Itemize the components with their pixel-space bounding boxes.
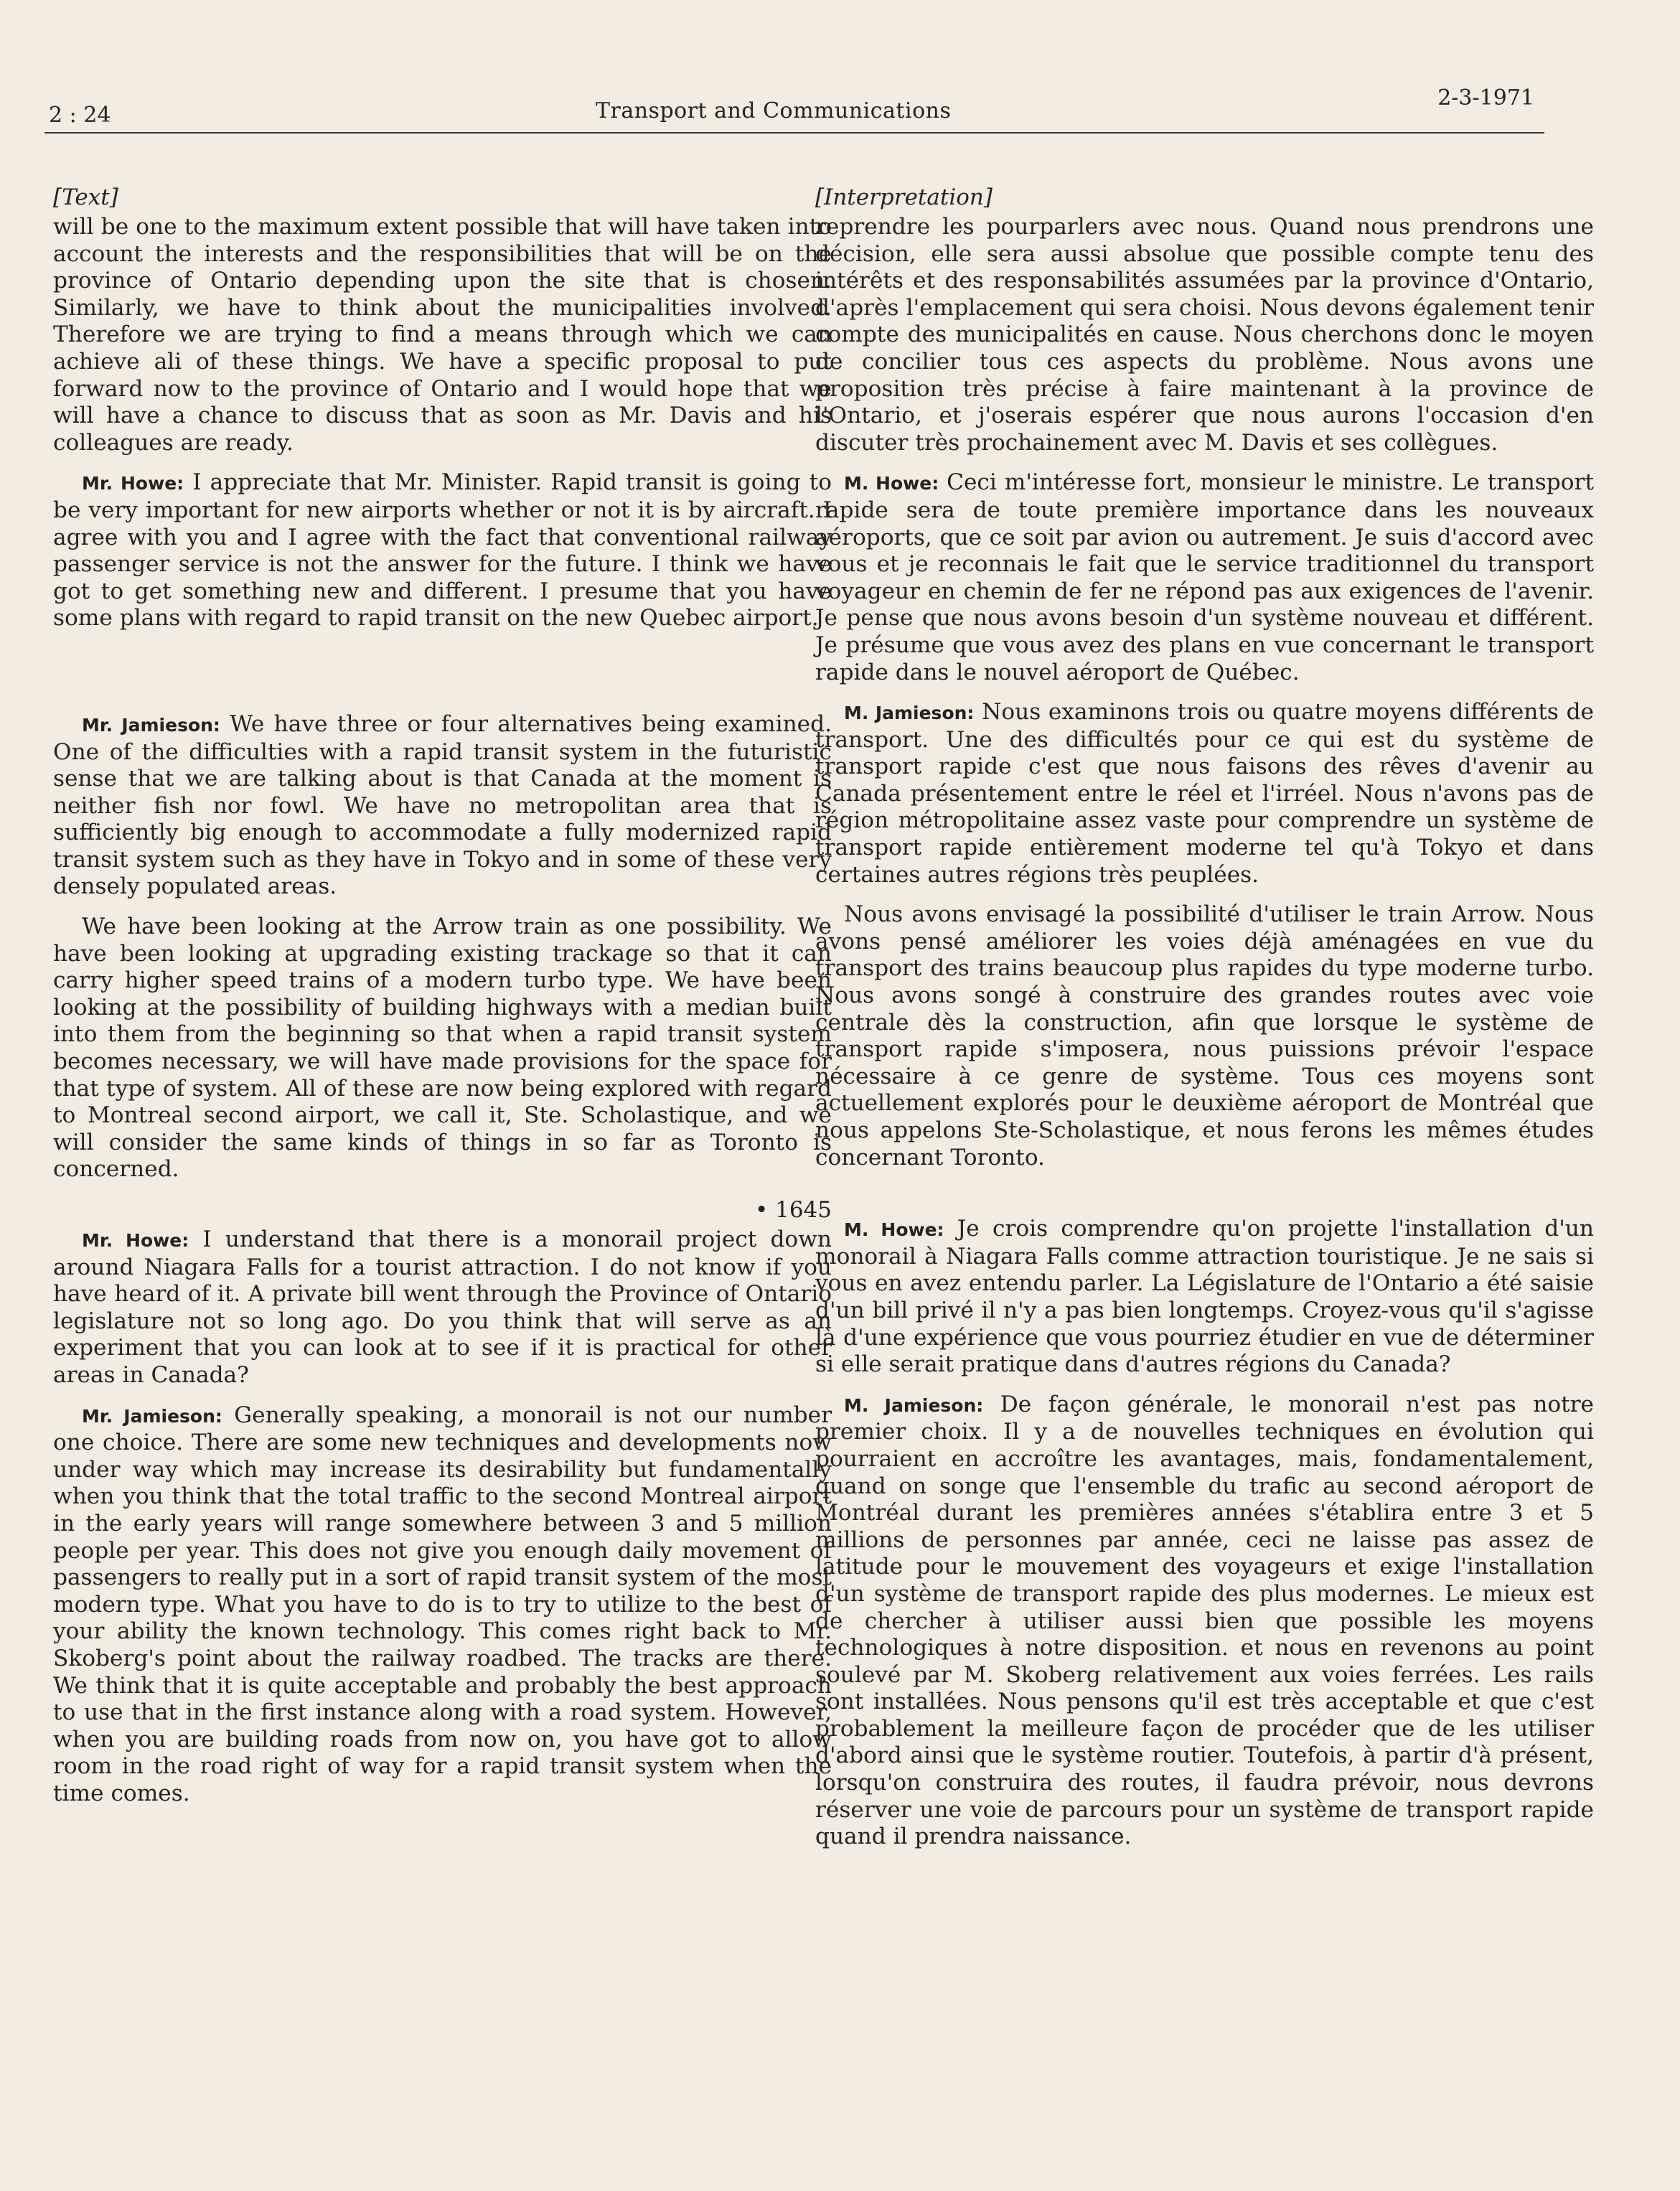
- speaker-name: M. Jamieson:: [844, 1394, 984, 1416]
- paragraph: reprendre les pourparlers avec nous. Quand nous prendrons une décision, elle sera aussi absolue que possible compte tenu des intérêts et des responsabilités assumées par la province d'Ontario, d'après l'emplacement qui sera choisi. Nous devons également tenir compte des municipalités en cause. Nous cherchons donc le moyen de concilier tous ces aspects du problème. Nous avons une proposition très précise à faire maintenant à la province de l'Ontario, et j'oserais espérer que nous aurons l'occasion d'en discuter très prochainement avec M. Davis et ses collègues.: [815, 214, 1594, 456]
- speaker-name: M. Jamieson:: [844, 703, 975, 724]
- paragraph: [53, 469, 832, 632]
- speech-text: Nous examinons trois ou quatre moyens différents de transport. Une des difficultés pour ce qui est du système de transport rapide c'est que nous faisons des rêves d'avenir au Canada présentement entre le réel et l'irréel. Nous n'avons pas de région métropolitaine assez vaste pour comprendre un système de transport rapide entièrement moderne tel qu'à Tokyo et dans certaines autres régions très peuplées.: [815, 699, 1594, 888]
- speech-text: De façon générale, le monorail n'est pas notre premier choix. Il y a de nouvelles techniques en évolution qui pourraient en accroître les avantages, mais, fondamentalement, quand on songe que l'ensemble du trafic au second aéroport de Montréal durant les premières années s'établira entre 3 et 5 millions de personnes par année, ceci ne laisse pas assez de latitude pour le mouvement des voyageurs et exige l'installation d'un système de transport rapide des plus modernes. Le mieux est de chercher à utiliser aussi bien que possible les moyens technologiques à notre disposition. et nous en revenons au point soulevé par M. Skoberg relativement aux voies ferrées. Les rails sont installées. Nous pensons qu'il est très acceptable et que c'est probablement la meilleure façon de procéder que de les utiliser d'abord ainsi que le système routier. Toutefois, à partir d'à présent, lorsqu'on construira des routes, il faudra prévoir, nous devrons réserver une voie de parcours pour un système de transport rapide quand il prendra naissance.: [815, 1391, 1594, 1850]
- french-column: [815, 184, 1594, 1864]
- header-date: 2-3-1971: [1437, 85, 1534, 111]
- paragraph: [815, 699, 1594, 888]
- speech-text: I appreciate that Mr. Minister. Rapid transit is going to be very important for new airports whether or not it is by aircraft. I agree with you and I agree with the fact that conventional railway passenger service is not the answer for the future. I think we have got to get something new and different. I presume that you have some plans with regard to rapid transit on the new Quebec airport.: [53, 469, 832, 632]
- paragraph: [815, 469, 1594, 686]
- paragraph: [53, 1402, 832, 1808]
- time-marker: • 1645: [754, 1197, 832, 1223]
- paragraph: We have been looking at the Arrow train as one possibility. We have been looking at upgrading existing trackage so that it can carry higher speed trains of a modern turbo type. We have been looking at the possibility of building highways with a median built into them from the beginning so that when a rapid transit system becomes necessary, we will have made provisions for the space for that type of system. All of these are now being explored with regard to Montreal second airport, we call it, Ste. Scholastique, and we will consider the same kinds of things in so far as Toronto is concerned.: [53, 914, 832, 1183]
- paragraph: [815, 1216, 1594, 1379]
- running-title: Transport and Communications: [596, 98, 952, 123]
- paragraph: [815, 1392, 1594, 1851]
- speaker-name: Mr. Jamieson:: [82, 1405, 222, 1427]
- paragraph: will be one to the maximum extent possible that will have taken into account the interests and the responsibilities that will be on the province of Ontario depending upon the site that is chosen. Similarly, we have to think about the municipalities involved. Therefore we are trying to find a means through which we can achieve ali of these things. We have a specific proposal to put forward now to the province of Ontario and I would hope that we will have a chance to discuss that as soon as Mr. Davis and his colleagues are ready.: [53, 214, 832, 456]
- speaker-name: M. Howe:: [844, 1219, 944, 1241]
- speech-text: Generally speaking, a monorail is not our number one choice. There are some new techniques and developments now under way which may increase its desirability but fundamentally when you think that the total traffic to the second Montreal airport in the early years will range somewhere between 3 and 5 million people per year. This does not give you enough daily movement of passengers to really put in a sort of rapid transit system of the most modern type. What you have to do is to try to utilize to the best of your ability the known technology. This comes right back to Mr. Skoberg's point about the railway roadbed. The tracks are there. We think that it is quite acceptable and probably the best approach to use that in the first instance along with a road system. However, when you are building roads from now on, you have got to allow room in the road right of way for a rapid transit system when the time comes.: [53, 1402, 832, 1806]
- paragraph: Nous avons envisagé la possibilité d'utiliser le train Arrow. Nous avons pensé améliorer les voies déjà aménagées en vue du transport des trains beaucoup plus rapides du type moderne turbo. Nous avons songé à construire des grandes routes avec voie centrale dès la construction, afin que lorsque le système de transport rapide s'imposera, nous puissions prévoir l'espace nécessaire à ce genre de système. Tous ces moyens sont actuellement explorés pour le deuxième aéroport de Montréal que nous appelons Ste-Scholastique, et nous ferons les mêmes études concernant Toronto.: [815, 901, 1594, 1170]
- speaker-name: Mr. Jamieson:: [82, 714, 220, 736]
- interpretation-label: [Interpretation]: [815, 184, 992, 210]
- speech-text: I understand that there is a monorail project down around Niagara Falls for a tourist attraction. I do not know if you have heard of it. A private bill went through the Province of Ontario legislature not so long ago. Do you think that will serve as an experiment that you can look at to see if it is practical for other areas in Canada?: [53, 1226, 832, 1388]
- paragraph: [53, 1226, 832, 1389]
- paragraph: [53, 711, 832, 901]
- text-label: [Text]: [53, 184, 118, 210]
- speech-text: We have three or four alternatives being examined. One of the difficulties with a rapid transit system in the futuristic sense that we are talking about is that Canada at the moment is neither fish nor fowl. We have no metropolitan area that is sufficiently big enough to accommodate a fully modernized rapid transit system such as they have in Tokyo and in some of these very densely populated areas.: [53, 710, 832, 900]
- speaker-name: Mr. Howe:: [82, 473, 184, 494]
- speech-text: Ceci m'intéresse fort, monsieur le ministre. Le transport rapide sera de toute première importance dans les nouveaux aéroports, que ce soit par avion ou autrement. Je suis d'accord avec vous et je reconnais le fait que le service traditionnel du transport voyageur en chemin de fer ne répond pas aux exigences de l'avenir. Je pense que nous avons besoin d'un système nouveau et différent. Je présume que vous avez des plans en vue concernant le transport rapide dans le nouvel aéroport de Québec.: [815, 469, 1594, 685]
- page-number: 2 : 24: [49, 103, 111, 128]
- speech-text: Je crois comprendre qu'on projette l'installation d'un monorail à Niagara Falls comme attraction touristique. Je ne sais si vous en avez entendu parler. La Législature de l'Ontario a été saisie d'un bill privé il n'y a pas bien longtemps. Croyez-vous qu'il s'agisse là d'une expérience que vous pourriez étudier en vue de déterminer si elle serait pratique dans d'autres régions du Canada?: [815, 1216, 1594, 1378]
- speaker-name: M. Howe:: [844, 473, 939, 494]
- english-column: [53, 184, 832, 1820]
- page-header: [44, 75, 1544, 133]
- speaker-name: Mr. Howe:: [82, 1230, 189, 1251]
